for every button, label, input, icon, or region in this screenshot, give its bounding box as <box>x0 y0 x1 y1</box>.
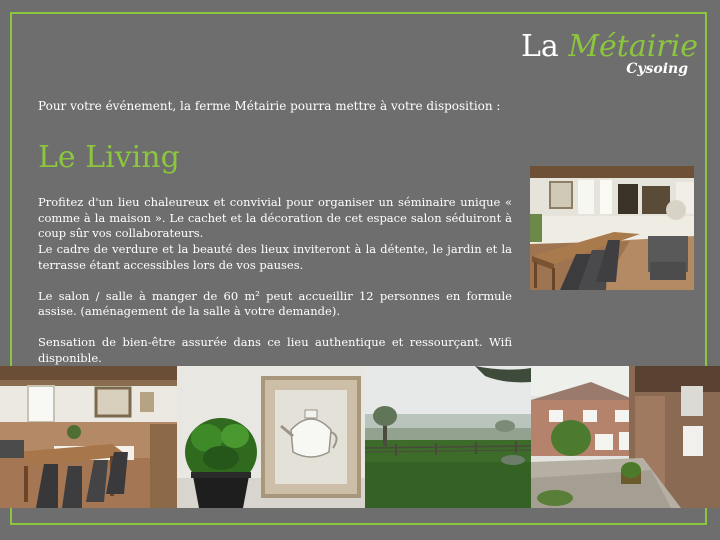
logo-prefix: La <box>520 29 569 64</box>
logo-accent: Métairie <box>568 29 698 64</box>
dining-room-photo <box>0 366 177 508</box>
body-text <box>38 195 512 366</box>
logo-title <box>521 30 698 64</box>
intro-text: Pour votre événement, la ferme Métairie pourra mettre à votre disposition : <box>38 99 501 113</box>
paragraph-3: Le salon / salle à manger de 60 m² peut accueillir 12 personnes en formule assise. (aménagement de la salle à votre demande). <box>38 288 512 319</box>
logo <box>521 30 698 77</box>
paragraph-4: Sensation de bien-être assurée dans ce lieu authentique et ressourçant. Wifi disponible. <box>38 334 512 365</box>
living-room-photo <box>530 166 694 290</box>
logo-subtitle: Cysoing <box>626 61 688 77</box>
meadow-landscape-photo <box>365 366 531 508</box>
decor-plant-photo <box>177 366 365 508</box>
section-heading: Le Living <box>38 140 180 175</box>
paragraph-2: Le cadre de verdure et la beauté des lieux inviteront à la détente, le jardin et la terrasse étant accessibles lors de vos pauses. <box>38 242 512 272</box>
farmhouse-courtyard-photo <box>531 366 720 508</box>
paragraph-1: Profitez d'un lieu chaleureux et convivial pour organiser un séminaire unique « comme à la maison ». Le cachet et la décoration de cet espace salon séduiront à coup sûr vos collaborateurs. <box>38 195 512 241</box>
